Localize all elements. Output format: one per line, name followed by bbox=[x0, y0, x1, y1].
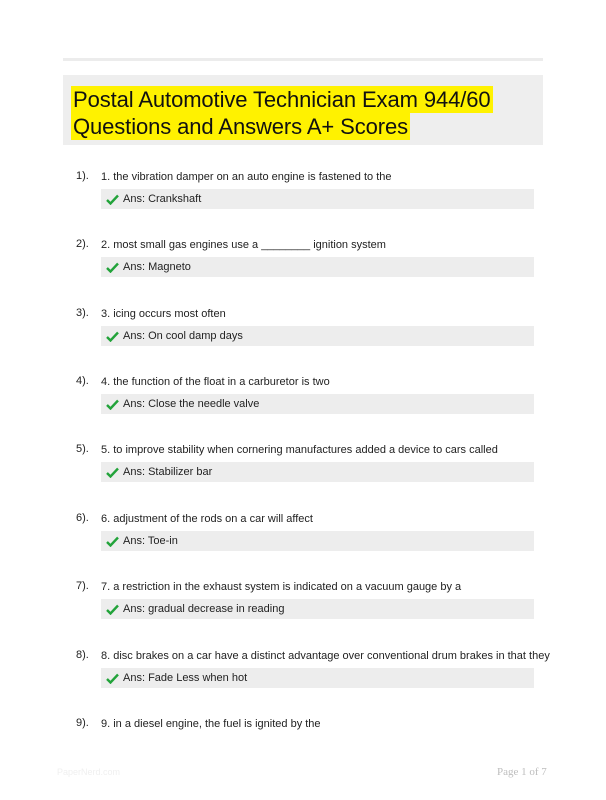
checkmark-icon bbox=[106, 399, 119, 410]
question-item bbox=[0, 237, 606, 305]
answer-box bbox=[101, 189, 534, 209]
answer-box bbox=[101, 668, 534, 688]
checkmark-icon bbox=[106, 467, 119, 478]
answer-text: Ans: Crankshaft bbox=[123, 193, 202, 205]
question-text: 3. icing occurs most often bbox=[101, 308, 226, 320]
question-text: 9. in a diesel engine, the fuel is ignited by the bbox=[101, 718, 321, 730]
checkmark-icon bbox=[106, 194, 119, 205]
top-divider bbox=[63, 58, 543, 61]
answer-box bbox=[101, 599, 534, 619]
question-text: 7. a restriction in the exhaust system is indicated on a vacuum gauge by a bbox=[101, 581, 462, 593]
question-number: 2). bbox=[76, 238, 89, 250]
question-number: 5). bbox=[76, 443, 89, 455]
question-text: 2. most small gas engines use a ________ ignition system bbox=[101, 239, 386, 251]
checkmark-icon bbox=[106, 604, 119, 615]
answer-text: Ans: Fade Less when hot bbox=[123, 672, 248, 684]
question-number: 1). bbox=[76, 170, 89, 182]
answer-text: Ans: Magneto bbox=[123, 261, 191, 273]
checkmark-icon bbox=[106, 536, 119, 547]
question-number: 6). bbox=[76, 512, 89, 524]
question-number: 9). bbox=[76, 717, 89, 729]
answer-box bbox=[101, 257, 534, 277]
document-title-line-1: Postal Automotive Technician Exam 944/60 bbox=[73, 87, 491, 112]
answer-box bbox=[101, 462, 534, 482]
question-text: 5. to improve stability when cornering manufactures added a device to cars called bbox=[101, 444, 498, 456]
footer-watermark: PaperNerd.com bbox=[57, 767, 121, 777]
answer-box bbox=[101, 394, 534, 414]
document-title-line-2: Questions and Answers A+ Scores bbox=[73, 114, 409, 139]
answer-text: Ans: On cool damp days bbox=[123, 330, 243, 342]
checkmark-icon bbox=[106, 331, 119, 342]
question-text: 6. adjustment of the rods on a car will affect bbox=[101, 513, 313, 525]
question-number: 8). bbox=[76, 649, 89, 661]
question-item bbox=[0, 511, 606, 579]
page-number: Page 1 of 7 bbox=[497, 766, 547, 778]
answer-box bbox=[101, 531, 534, 551]
question-item bbox=[0, 442, 606, 510]
document-title-box bbox=[63, 75, 543, 145]
question-number: 7). bbox=[76, 580, 89, 592]
question-item bbox=[0, 374, 606, 442]
answer-text: Ans: Close the needle valve bbox=[123, 398, 260, 410]
question-number: 3). bbox=[76, 307, 89, 319]
answer-box bbox=[101, 326, 534, 346]
question-item bbox=[0, 648, 606, 716]
question-item bbox=[0, 169, 606, 237]
question-item bbox=[0, 306, 606, 374]
answer-text: Ans: Toe-in bbox=[123, 535, 178, 547]
answer-text: Ans: Stabilizer bar bbox=[123, 466, 213, 478]
question-number: 4). bbox=[76, 375, 89, 387]
question-item bbox=[0, 579, 606, 647]
checkmark-icon bbox=[106, 673, 119, 684]
checkmark-icon bbox=[106, 262, 119, 273]
answer-text: Ans: gradual decrease in reading bbox=[123, 603, 285, 615]
question-text: 8. disc brakes on a car have a distinct advantage over conventional drum brakes in that they bbox=[101, 650, 550, 662]
question-text: 4. the function of the float in a carburetor is two bbox=[101, 376, 330, 388]
question-text: 1. the vibration damper on an auto engine is fastened to the bbox=[101, 171, 392, 183]
